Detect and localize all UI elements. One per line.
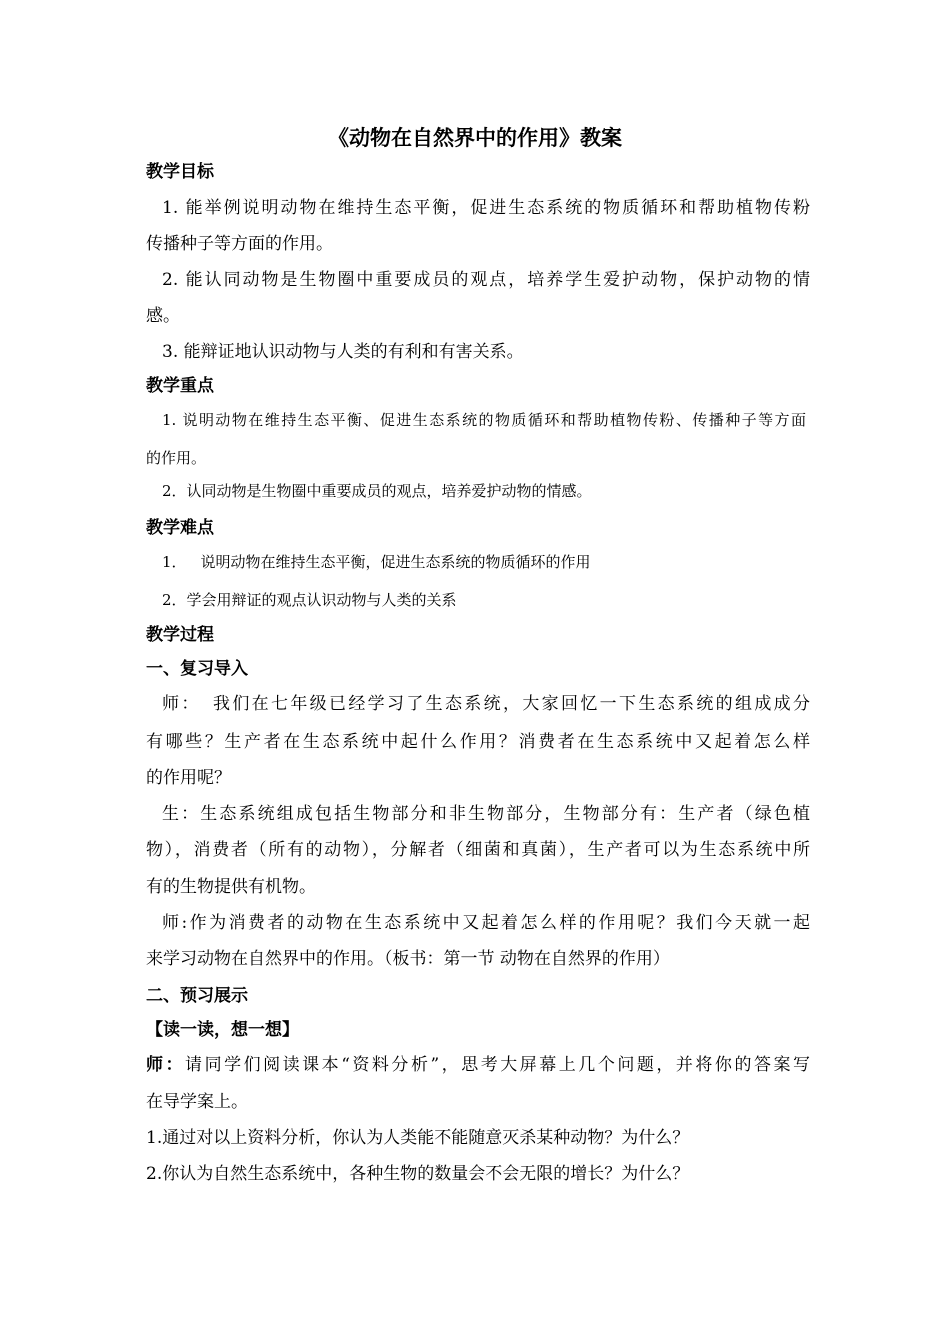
- teacher-label: 师：: [162, 694, 201, 714]
- student-1-line-3: 有的生物提供有机物。: [146, 877, 316, 897]
- teacher-1-text: 我们在七年级已经学习了生态系统，大家回忆一下生态系统的组成成分: [210, 694, 810, 714]
- teacher-1-line-3: 的作用呢？: [146, 768, 231, 788]
- difficulty-1-number: 1．: [162, 553, 187, 571]
- question-1: 1.通过对以上资料分析，你认为人类能不能随意灭杀某种动物？为什么？: [146, 1128, 690, 1148]
- part-2-heading: 二、预习展示: [146, 986, 248, 1006]
- difficulty-1-text: 说明动物在维持生态平衡，促进生态系统的物质循环的作用: [200, 553, 591, 571]
- objective-2-line-2: 感。: [146, 306, 180, 326]
- teacher-label: 师：: [146, 1055, 186, 1075]
- objective-1-line-2: 传播种子等方面的作用。: [146, 234, 333, 254]
- teacher-label: 师: [162, 913, 182, 933]
- part-1-heading: 一、复习导入: [146, 659, 248, 679]
- key-points-heading: 教学重点: [146, 376, 214, 396]
- key-point-1-line-2: 的作用。: [146, 449, 207, 467]
- difficulty-1: [162, 551, 826, 573]
- student-1-text: 生态系统组成包括生物部分和非生物部分，生物部分有：生产者（绿色植: [200, 804, 810, 824]
- objective-1-line-1: 1. 能举例说明动物在维持生态平衡，促进生态系统的物质循环和帮助植物传粉: [162, 198, 810, 218]
- teacher-1-line-2: 有哪些？生产者在生态系统中起什么作用？消费者在生态系统中又起着怎么样: [146, 732, 810, 752]
- document-title: 《动物在自然界中的作用》教案: [328, 126, 622, 150]
- teacher-3-line-1: [146, 1053, 810, 1077]
- process-heading: 教学过程: [146, 625, 214, 645]
- activity-heading: 【读一读，想一想】: [146, 1020, 299, 1040]
- teacher-3-line-2: 在导学案上。: [146, 1092, 248, 1112]
- question-2: 2.你认为自然生态系统中，各种生物的数量会不会无限的增长？为什么？: [146, 1164, 690, 1184]
- difficulties-heading: 教学难点: [146, 518, 214, 538]
- teacher-3-text: 请同学们阅读课本“资料分析”，思考大屏幕上几个问题，并将你的答案写: [185, 1055, 810, 1075]
- key-point-2: 2．认同动物是生物圈中重要成员的观点，培养爱护动物的情感。: [162, 482, 592, 500]
- key-point-1-line-1: 1. 说明动物在维持生态平衡、促进生态系统的物质循环和帮助植物传粉、传播种子等方面: [162, 411, 806, 429]
- difficulty-2: 2．学会用辩证的观点认识动物与人类的关系: [162, 591, 457, 609]
- teacher-1-line-1: [162, 692, 810, 716]
- student-1-line-2: 物），消费者（所有的动物），分解者（细菌和真菌），生产者可以为生态系统中所: [146, 840, 810, 860]
- student-label: 生：: [162, 804, 201, 824]
- teacher-2-line-2: 来学习动物在自然界中的作用。（板书：第一节 动物在自然界的作用）: [146, 949, 670, 969]
- student-1-line-1: [162, 802, 810, 826]
- objective-2-line-1: 2. 能认同动物是生物圈中重要成员的观点，培养学生爱护动物，保护动物的情: [162, 270, 810, 290]
- objectives-heading: 教学目标: [146, 162, 214, 182]
- teacher-2-line-1: [162, 911, 810, 935]
- teacher-2-text: :作为消费者的动物在生态系统中又起着怎么样的作用呢？我们今天就一起: [181, 913, 810, 933]
- objective-3: 3. 能辩证地认识动物与人类的有利和有害关系。: [162, 342, 524, 362]
